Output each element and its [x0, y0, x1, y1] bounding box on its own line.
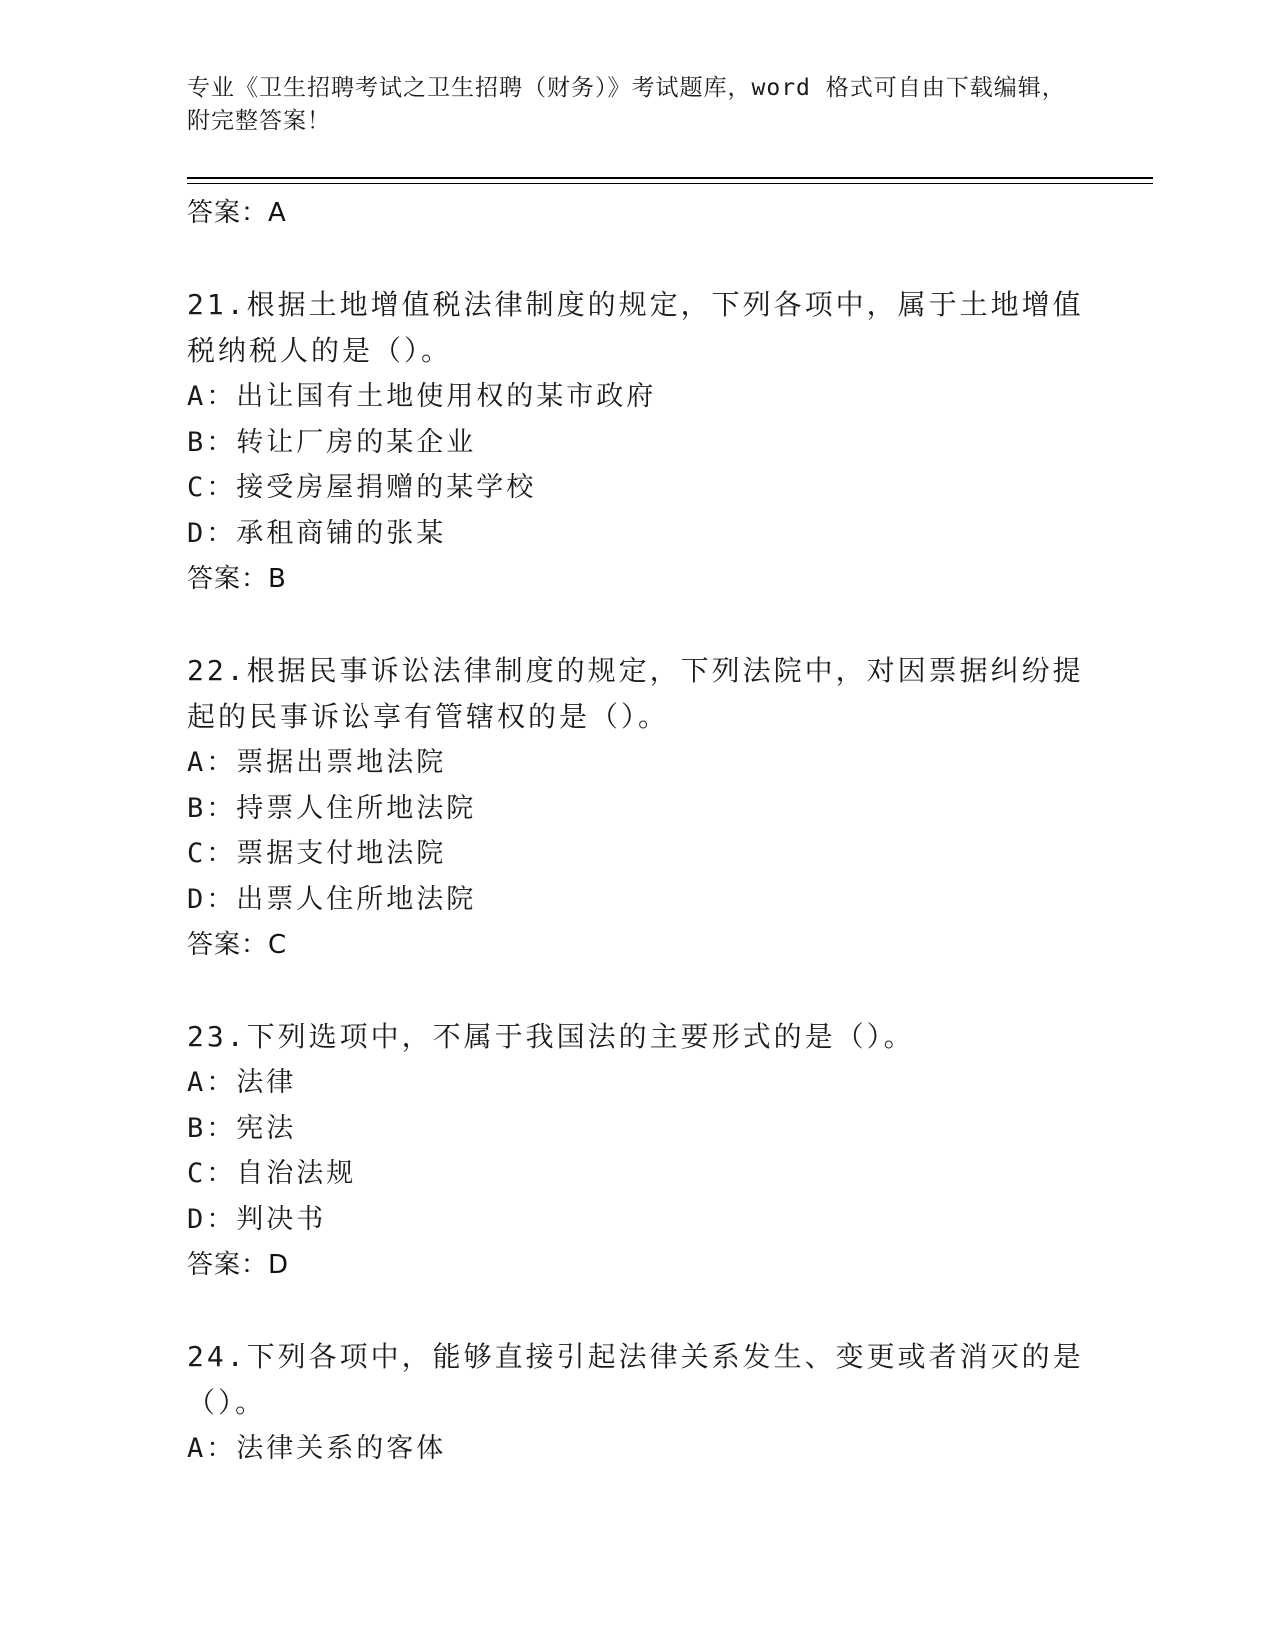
answer-line: 答案：B — [187, 564, 287, 594]
option-d: D：出票人住所地法院 — [187, 883, 477, 915]
option-b: B：持票人住所地法院 — [187, 792, 477, 824]
option-d: D：承租商铺的张某 — [187, 517, 447, 549]
option-b: B：转让厂房的某企业 — [187, 426, 477, 458]
answer-line: 答案：A — [187, 198, 287, 228]
option-c: C：票据支付地法院 — [187, 838, 447, 869]
option-a: A：出让国有土地使用权的某市政府 — [187, 381, 657, 412]
question-stem: 24.下列各项中，能够直接引起法律关系发生、变更或者消灭的是（）。 — [187, 1340, 1084, 1419]
option-a: A：法律 — [187, 1067, 297, 1098]
question-stem: 23.下列选项中，不属于我国法的主要形式的是（）。 — [187, 1020, 915, 1053]
question-list — [187, 190, 1087, 1472]
option-d: D：判决书 — [187, 1203, 327, 1235]
option-a: A：法律关系的客体 — [187, 1433, 447, 1464]
header-divider-thick — [187, 177, 1153, 179]
question-stem: 21.根据土地增值税法律制度的规定，下列各项中，属于土地增值税纳税人的是（）。 — [187, 288, 1084, 367]
question-stem: 22.根据民事诉讼法律制度的规定，下列法院中，对因票据纠纷提起的民事诉讼享有管辖权的是（）。 — [187, 654, 1084, 733]
option-b: B：宪法 — [187, 1112, 297, 1144]
question-item — [187, 282, 1087, 602]
answer-line: 答案：D — [187, 1250, 290, 1280]
option-c: C：自治法规 — [187, 1158, 357, 1189]
question-item — [187, 648, 1087, 968]
option-c: C：接受房屋捐赠的某学校 — [187, 472, 537, 503]
answer-line: 答案：C — [187, 930, 288, 960]
question-item — [187, 1014, 1087, 1288]
option-a: A：票据出票地法院 — [187, 747, 447, 778]
question-item — [187, 1334, 1087, 1472]
document-header: 专业《卫生招聘考试之卫生招聘（财务）》考试题库，word 格式可自由下载编辑，附完整答案！ — [187, 75, 1066, 134]
header-divider-thin — [187, 183, 1153, 184]
